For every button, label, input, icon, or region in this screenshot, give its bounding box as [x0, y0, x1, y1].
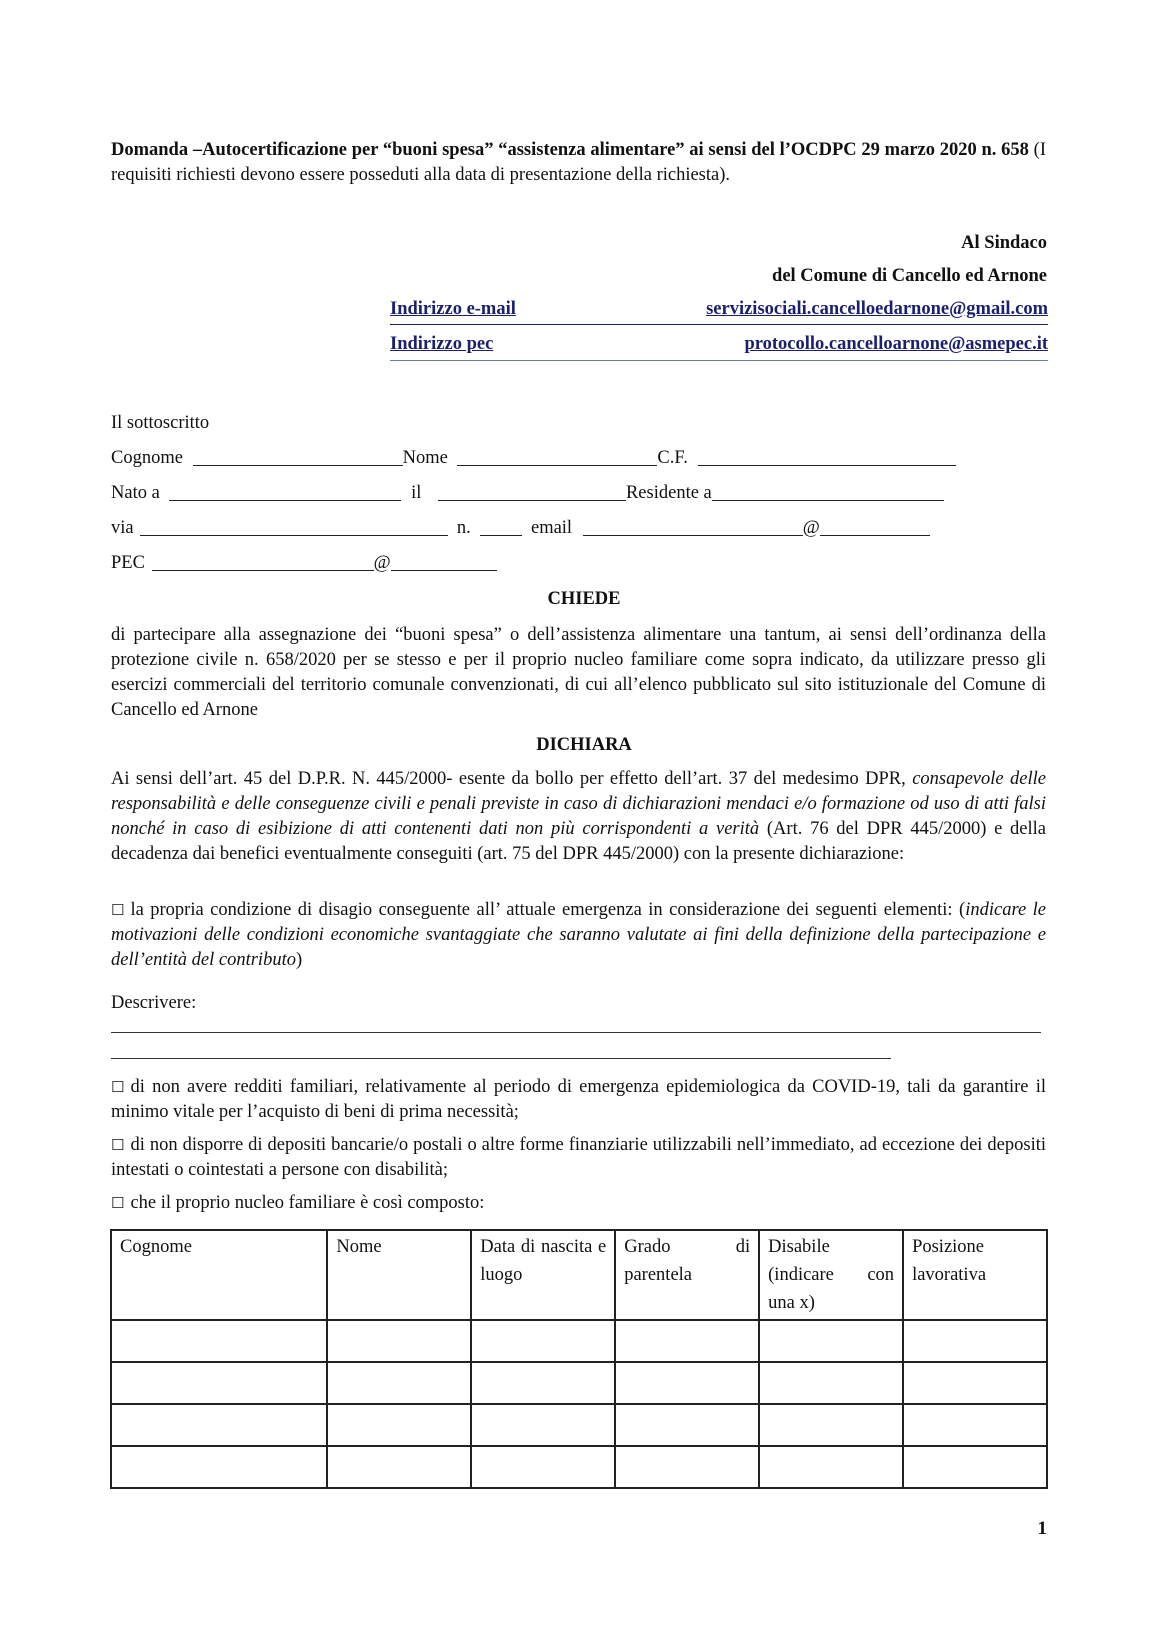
- email-link-row[interactable]: [390, 299, 1048, 327]
- describe-line-1[interactable]: [111, 1032, 1041, 1033]
- table-cell[interactable]: [759, 1446, 903, 1488]
- at-sign-1: @: [802, 518, 820, 538]
- recipient-line-1: Al Sindaco: [961, 233, 1047, 253]
- dichiara-text-2: (Art. 76 del DPR 445/2000) e della decadenza dai benefici eventualmente conseguiti (art. 75 del DPR 445/2000) con la presente dichiarazione:: [111, 819, 1047, 864]
- table-row: [111, 1362, 1047, 1404]
- column-header-cognome: Cognome: [111, 1230, 327, 1320]
- table-cell[interactable]: [471, 1320, 615, 1362]
- cognome-field[interactable]: [193, 445, 403, 466]
- paren-close: ): [295, 950, 303, 970]
- table-cell[interactable]: [471, 1362, 615, 1404]
- nato-label: Nato a: [111, 483, 160, 503]
- option-hardship-text: la propria condizione di disagio conseguente all’ attuale emergenza in considerazione dei seguenti elementi:: [130, 900, 953, 920]
- table-cell[interactable]: [111, 1446, 327, 1488]
- table-cell[interactable]: [903, 1446, 1047, 1488]
- column-header-relationship: Grado di parentela: [615, 1230, 759, 1320]
- number-label: n.: [456, 518, 471, 538]
- residente-label: Residente a: [625, 483, 712, 503]
- column-header-employment: Posizione lavorativa: [903, 1230, 1047, 1320]
- describe-label: Descrivere:: [111, 993, 197, 1013]
- table-cell[interactable]: [615, 1320, 759, 1362]
- checkbox-icon[interactable]: ☐: [111, 1194, 125, 1212]
- form-row-pec: [111, 550, 497, 576]
- checkbox-icon[interactable]: ☐: [111, 1136, 125, 1154]
- table-cell[interactable]: [615, 1404, 759, 1446]
- describe-line-2[interactable]: [111, 1058, 891, 1059]
- via-field[interactable]: [140, 515, 448, 536]
- form-row-birth: [111, 480, 944, 506]
- nome-label: Nome: [402, 448, 448, 468]
- table-cell[interactable]: [111, 1362, 327, 1404]
- option-hardship: [111, 898, 1046, 973]
- dichiara-heading: DICHIARA: [536, 735, 632, 755]
- table-cell[interactable]: [903, 1362, 1047, 1404]
- table-row: [111, 1320, 1047, 1362]
- at-sign-2: @: [373, 553, 391, 573]
- pec-field-label: PEC: [111, 553, 145, 573]
- table-cell[interactable]: [759, 1404, 903, 1446]
- dichiara-text-1: Ai sensi dell’art. 45 del D.P.R. N. 445/2000- esente da bollo per effetto dell’art. 37 del medesimo DPR,: [111, 769, 913, 789]
- form-row-address: [111, 515, 930, 541]
- cf-field[interactable]: [698, 445, 956, 466]
- nome-field[interactable]: [457, 445, 657, 466]
- table-cell[interactable]: [111, 1320, 327, 1362]
- pec-link[interactable]: protocollo.cancelloarnone@asmepec.it: [744, 334, 1048, 354]
- birthplace-field[interactable]: [169, 480, 401, 501]
- household-table: [110, 1229, 1048, 1489]
- title-note: (I requisiti richiesti devono essere posseduti alla data di presentazione della richiesta).: [111, 140, 1046, 185]
- table-cell[interactable]: [615, 1362, 759, 1404]
- email-user-field[interactable]: [583, 515, 803, 536]
- table-cell[interactable]: [471, 1404, 615, 1446]
- title-bold: Domanda –Autocertificazione per “buoni spesa” “assistenza alimentare” ai sensi del l’OCDPC 29 marzo 2020 n. 658: [111, 140, 1029, 160]
- table-cell[interactable]: [327, 1362, 471, 1404]
- table-cell[interactable]: [327, 1404, 471, 1446]
- table-cell[interactable]: [471, 1446, 615, 1488]
- table-cell[interactable]: [327, 1320, 471, 1362]
- pec-domain-field[interactable]: [391, 550, 497, 571]
- birthdate-field[interactable]: [438, 480, 626, 501]
- email-link[interactable]: servizisociali.cancelloedarnone@gmail.com: [706, 299, 1048, 319]
- table-row: [111, 1446, 1047, 1488]
- email-underline: [390, 324, 1048, 325]
- email-domain-field[interactable]: [820, 515, 930, 536]
- cognome-label: Cognome: [111, 448, 183, 468]
- option-household-text: che il proprio nucleo familiare è così composto:: [130, 1193, 485, 1213]
- table-cell[interactable]: [615, 1446, 759, 1488]
- option-no-income-text: di non avere redditi familiari, relativamente al periodo di emergenza epidemiologica da COVID-19, tali da garantire il minimo vitale per l’acquisto di beni di prima necessità;: [111, 1077, 1046, 1122]
- residence-field[interactable]: [712, 480, 944, 501]
- dichiara-text-italic: consapevole delle responsabilità e delle conseguenze civili e penali previste in caso di dichiarazioni mendaci e/o formazione od uso di atti falsi nonché in caso di esibizione di atti contenenti dati non più corrispondenti a verità: [111, 769, 1046, 839]
- pec-label: Indirizzo pec: [390, 334, 494, 354]
- cf-label: C.F.: [657, 448, 688, 468]
- table-cell[interactable]: [759, 1362, 903, 1404]
- option-no-income: [111, 1075, 1046, 1125]
- paren-open: (: [959, 900, 966, 920]
- form-row-name: [111, 445, 956, 471]
- via-label: via: [111, 518, 134, 538]
- il-label: il: [411, 483, 422, 503]
- page-number: 1: [1037, 1518, 1047, 1539]
- checkbox-icon[interactable]: ☐: [111, 901, 125, 919]
- email-label: Indirizzo e-mail: [390, 299, 516, 319]
- table-cell[interactable]: [111, 1404, 327, 1446]
- table-cell[interactable]: [903, 1404, 1047, 1446]
- column-header-nome: Nome: [327, 1230, 471, 1320]
- form-intro: Il sottoscritto: [111, 413, 210, 433]
- option-no-deposits: [111, 1133, 1046, 1183]
- number-field[interactable]: [480, 515, 522, 536]
- pec-user-field[interactable]: [152, 550, 374, 571]
- option-hardship-instructions: indicare le motivazioni delle condizioni economiche svantaggiate che saranno valutate ai fini della definizione della partecipazione e dell’entità del contributo: [111, 900, 1047, 970]
- recipient-line-2: del Comune di Cancello ed Arnone: [772, 266, 1047, 286]
- pec-link-row[interactable]: [390, 334, 1048, 362]
- table-row: [111, 1404, 1047, 1446]
- pec-underline: [390, 360, 1048, 361]
- chiede-heading: CHIEDE: [547, 589, 621, 609]
- chiede-text: di partecipare alla assegnazione dei “buoni spesa” o dell’assistenza alimentare una tantum, ai sensi dell’ordinanza della protezione civile n. 658/2020 per se stesso e per il proprio nucleo familiare come sopra indicato, da utilizzare presso gli esercizi commerciali del territorio comunale convenzionati, di cui all’elenco pubblicato sul sito istituzionale del Comune di Cancello ed Arnone: [111, 625, 1046, 720]
- table-cell[interactable]: [903, 1320, 1047, 1362]
- option-no-deposits-text: di non disporre di depositi bancarie/o postali o altre forme finanziarie utilizzabili nell’immediato, ad eccezione dei depositi intestati o cointestati a persone con disabilità;: [111, 1135, 1046, 1180]
- table-header-row: [111, 1230, 1047, 1320]
- table-cell[interactable]: [759, 1320, 903, 1362]
- email-field-label: email: [530, 518, 573, 538]
- column-header-birth: Data di nascita e luogo: [471, 1230, 615, 1320]
- checkbox-icon[interactable]: ☐: [111, 1078, 125, 1096]
- column-header-disabled: Disabile (indicare con una x): [759, 1230, 903, 1320]
- document-title: [111, 138, 1046, 188]
- table-cell[interactable]: [327, 1446, 471, 1488]
- dichiara-text: [111, 767, 1046, 867]
- option-household: [111, 1191, 1046, 1216]
